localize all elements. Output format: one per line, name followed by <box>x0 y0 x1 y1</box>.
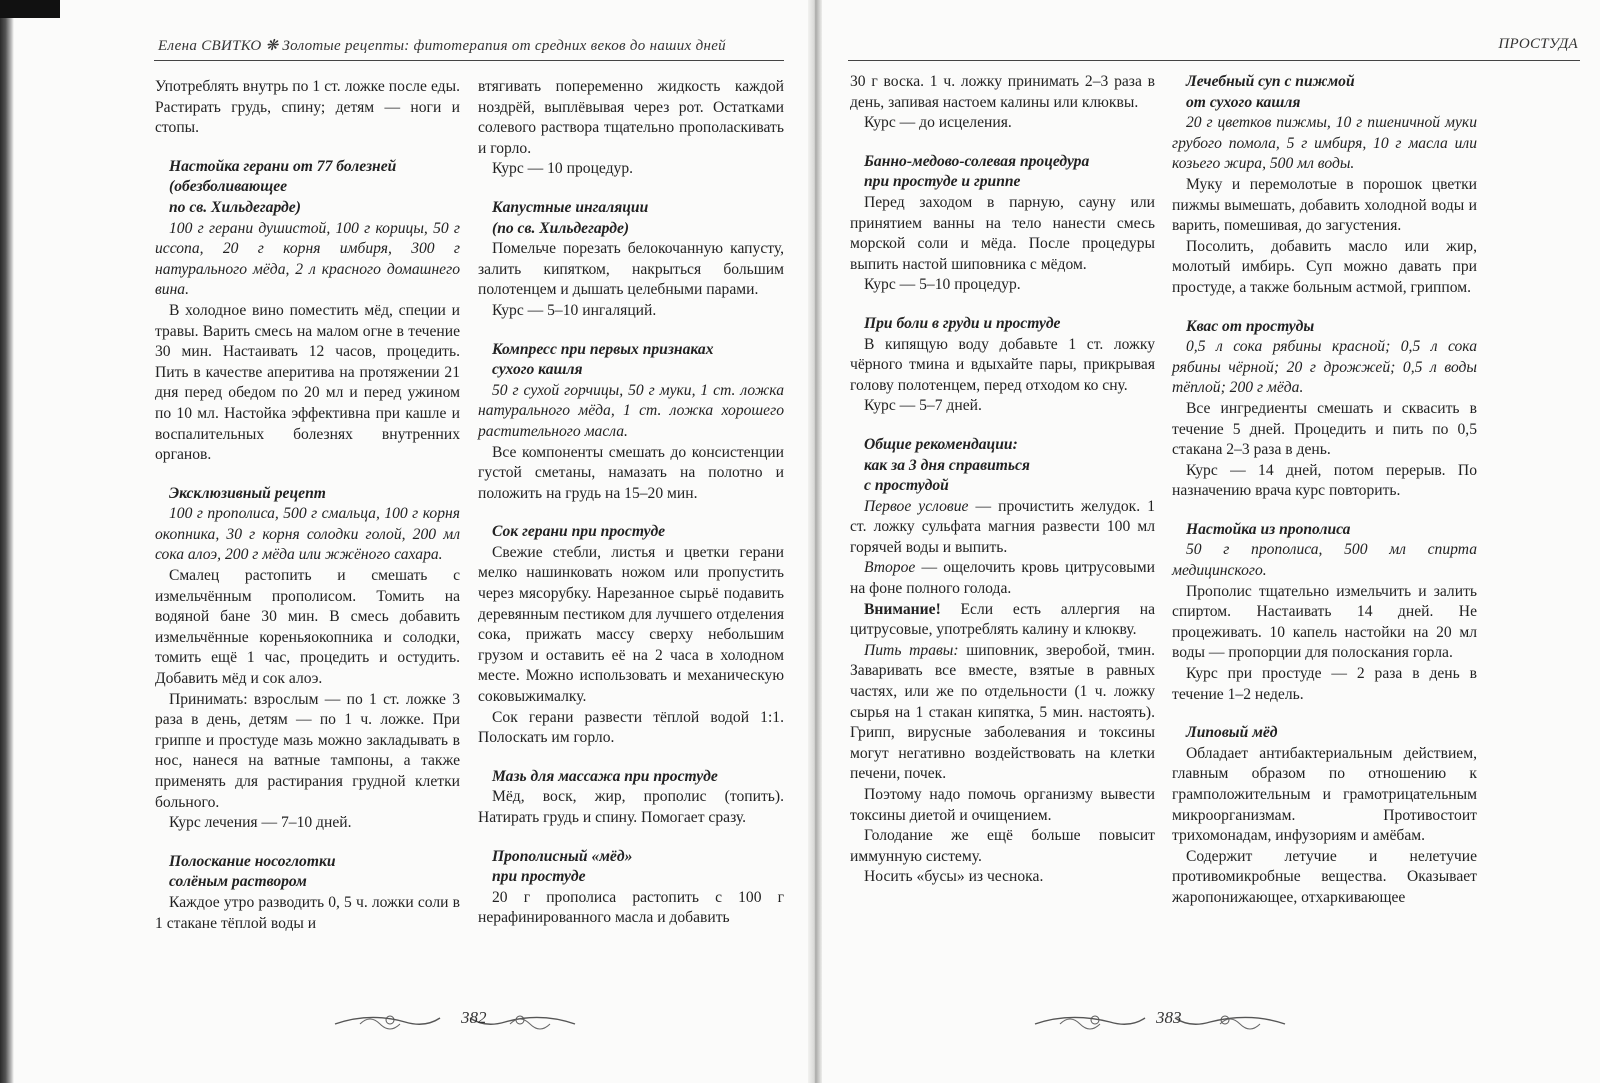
body-paragraph <box>1172 582 1477 664</box>
body-paragraph <box>478 708 784 749</box>
recipe-heading <box>492 522 784 543</box>
paragraph-text: Употреблять внутрь по 1 ст. ложке после еды. Растирать грудь, спину; детям — ноги и стопы. <box>155 78 460 137</box>
body-paragraph <box>850 641 1155 785</box>
paragraph-text: В холодное вино поместить мёд, специи и травы. Варить смесь на малом огне в течение 30 мин. Настаивать 12 часов, процедить. Пить в качестве аперитива на протяжении 21 дня перед обедом по 20 мл и перед ужином по 10 мл. Настойка эффективна при кашле и воспалительных болезнях внутренних органов. <box>155 301 460 464</box>
paragraph-text: Курс — 5–10 ингаляций. <box>492 301 657 319</box>
lead-term: Первое условие <box>864 497 969 515</box>
paragraph-text: 100 г прополиса, 500 г смальца, 100 г корня окопника, 30 г корня солодки голой, 200 мл сока алоэ, 200 г мёда или жжёного сахара. <box>155 505 460 564</box>
ingredients-list <box>478 381 784 443</box>
recipe-heading-line: Лечебный суп с пижмой <box>1186 73 1355 90</box>
paragraph-text: Носить «бусы» из чеснока. <box>864 868 1044 886</box>
recipe-heading-line: Сок герани при простуде <box>492 523 666 541</box>
body-paragraph <box>478 239 784 301</box>
paragraph-text: Курс — 5–10 процедур. <box>864 276 1021 294</box>
paragraph-text: Курс — до исцеления. <box>864 114 1012 132</box>
paragraph-text: Курс при простуде — 2 раза в день в течение 1–2 недель. <box>1172 665 1477 703</box>
body-paragraph <box>155 566 460 690</box>
paragraph-text: Курс — 5–7 дней. <box>864 397 982 415</box>
paragraph-text: Мёд, воск, жир, прополис (топить). Натирать грудь и спину. Помогает сразу. <box>478 788 784 826</box>
warning-label: Внимание! <box>864 600 941 618</box>
paragraph-text: Если есть аллергия на цитрусовые, употреблять калину и клюкву. <box>850 600 1155 639</box>
recipe-heading-line: (по св. Хильдегарде) <box>492 219 630 237</box>
paragraph-text: Голодание же ещё больше повысит иммунную систему. <box>850 827 1155 865</box>
recipe-heading-line: При боли в груди и простуде <box>864 314 1061 332</box>
body-paragraph <box>850 113 1155 134</box>
recipe-heading <box>492 198 784 239</box>
recipe-heading-line: Квас от простуды <box>1186 317 1315 335</box>
paragraph-text: Свежие стебли, листья и цветки герани мелко нашинковать ножом или пропустить через мясорубку. Нарезанное сырьё подавить деревянным пестиком для лучшего отделения сока, прижать массу сверху небольшим грузом и оставить её на 2 часа в холодном месте. Можно использовать и механическую соковыжималку. <box>478 543 784 706</box>
paragraph-text: Поэтому надо помочь организму вывести токсины диетой и очищением. <box>850 786 1155 824</box>
paragraph-text: Курс — 14 дней, потом перерыв. По назначению врача курс повторить. <box>1172 461 1477 500</box>
paragraph-text: 50 г сухой горчицы, 50 г муки, 1 ст. ложка натурального мёда, 1 ст. ложка хорошего растительного масла. <box>478 381 784 440</box>
paragraph-text: Перед заходом в парную, сауну или принятием ванны на тело нанести смесь морской соли и мёда. После процедуры выпить настой шиповника с мёдом. <box>850 193 1155 273</box>
recipe-heading <box>169 852 460 893</box>
recipe-heading <box>864 314 1155 335</box>
ingredients-list <box>155 219 460 301</box>
body-paragraph <box>1172 399 1477 461</box>
header-rule-right <box>848 60 1580 61</box>
recipe-heading-line: с простудой <box>864 477 949 495</box>
body-paragraph <box>850 193 1155 275</box>
paragraph-text: 20 г прополиса растопить с 100 г нерафинированного масла и добавить <box>478 888 784 927</box>
body-paragraph <box>478 77 784 159</box>
body-paragraph <box>850 275 1155 296</box>
body-paragraph <box>850 867 1155 888</box>
body-paragraph <box>478 159 784 180</box>
body-paragraph <box>478 443 784 505</box>
body-paragraph <box>478 301 784 322</box>
text-column-4 <box>1172 72 1477 909</box>
lead-term: Пить травы: <box>864 641 959 659</box>
paragraph-text: 30 г воска. 1 ч. ложку принимать 2–3 раза в день, запивая настоем калины или клюквы. <box>850 73 1155 111</box>
lead-term: Второе <box>864 559 916 577</box>
recipe-heading-line: как за 3 дня справиться <box>864 456 1030 474</box>
book-gutter <box>808 0 822 1083</box>
ingredients-list <box>1172 540 1477 581</box>
recipe-heading-line: при простуде и гриппе <box>864 173 1021 191</box>
recipe-heading-line: при простуде <box>492 868 586 886</box>
body-paragraph <box>1172 744 1477 847</box>
body-paragraph <box>155 813 460 834</box>
recipe-heading <box>169 157 460 219</box>
recipe-heading <box>492 847 784 888</box>
body-paragraph <box>1172 664 1477 705</box>
body-paragraph <box>850 600 1155 641</box>
body-paragraph <box>478 787 784 828</box>
paragraph-text: Принимать: взрослым — по 1 ст. ложке 3 раза в день, детям — по 1 ч. ложке. При гриппе и простуде мазь можно закладывать в нос, нанеся на ватные тампоны, а также применять для растирания грудной клетки больного. <box>155 690 460 811</box>
recipe-heading-line: Настойка из прополиса <box>1186 520 1351 538</box>
recipe-heading-line: по св. Хильдегарде) <box>169 198 301 216</box>
paragraph-text: Каждое утро разводить 0, 5 ч. ложки соли в 1 стакане тёплой воды и <box>155 893 460 932</box>
ingredients-list <box>155 504 460 566</box>
recipe-heading <box>1186 520 1477 541</box>
body-paragraph <box>1172 175 1477 237</box>
paragraph-text: втягивать попеременно жидкость каждой ноздрёй, выплёвывая через рот. Остатками солевого раствора тщательно прополаскивать и горло. <box>478 78 784 157</box>
page-number-left: 382 <box>461 1008 487 1027</box>
recipe-heading <box>492 340 784 381</box>
paragraph-text: Все компоненты смешать до консистенции густой сметаны, намазать на полотно и положить на грудь на 15–20 мин. <box>478 443 784 502</box>
running-header-right: ПРОСТУДА <box>1498 36 1578 52</box>
body-paragraph <box>1172 847 1477 909</box>
recipe-heading-line: (обезболивающее <box>169 178 288 196</box>
body-paragraph <box>850 785 1155 826</box>
recipe-heading-line: Общие рекомендации: <box>864 435 1018 453</box>
header-rule-left <box>154 60 784 61</box>
recipe-heading-line: Компресс при первых признаках <box>492 340 714 358</box>
paragraph-text: Сок герани развести тёплой водой 1:1. Полоскать им горло. <box>478 708 784 747</box>
recipe-heading <box>1186 317 1477 338</box>
recipe-heading-line: Прополисный «мёд» <box>492 847 633 865</box>
recipe-heading-line: Полоскание носоглотки <box>169 852 336 870</box>
recipe-heading-line: Липовый мёд <box>1186 724 1278 742</box>
recipe-heading-line: Настойка герани от 77 болезней <box>169 157 397 175</box>
paragraph-text: 20 г цветков пижмы, 10 г пшеничной муки грубого помола, 5 г имбиря, 10 г масла или козьего жира, 500 мл воды. <box>1172 114 1477 173</box>
paragraph-text: Курс лечения — 7–10 дней. <box>169 814 352 832</box>
paragraph-text: Посолить, добавить масло или жир, молотый имбирь. Суп можно давать при простуде, а также больным астмой, гриппом. <box>1172 237 1477 296</box>
page-edge-shadow <box>0 0 14 1083</box>
body-paragraph <box>1172 461 1477 502</box>
body-paragraph <box>850 558 1155 599</box>
recipe-heading <box>864 435 1155 497</box>
body-paragraph <box>155 301 460 466</box>
body-paragraph <box>850 72 1155 113</box>
paragraph-text: шиповник, зверобой, тмин. Заваривать все вместе, взятые в равных частях, или же по отдельности (1 ч. ложку сырья на 1 стакан кипятка, 5 мин. настоять). Грипп, вирусные заболевания и токсины могут негативно воздействовать на клетки печени, почек. <box>850 641 1155 783</box>
recipe-heading-line: Банно-медово-солевая процедура <box>864 152 1090 170</box>
ingredients-list <box>1172 113 1477 175</box>
paragraph-text: — прочистить желудок. 1 ст. ложку сульфата магния развести 100 мл горячей воды и выпить. <box>850 497 1155 556</box>
body-paragraph <box>850 335 1155 397</box>
paragraph-text: — ощелочить кровь цитрусовыми на фоне полного голода. <box>850 559 1155 598</box>
paragraph-text: Содержит летучие и нелетучие противомикробные вещества. Оказывает жаропонижающее, отхаркивающее <box>1172 847 1477 906</box>
paragraph-text: Прополис тщательно измельчить и залить спиртом. Настаивать 14 дней. Не процеживать. 10 капель настойки на 20 мл воды — пропорции для полоскания горла. <box>1172 582 1477 662</box>
text-column-1 <box>155 77 460 934</box>
body-paragraph <box>850 826 1155 867</box>
paragraph-text: 100 г герани душистой, 100 г корицы, 50 г иссопа, 20 г корня имбиря, 300 г натурального мёда, 2 л красного домашнего вина. <box>155 219 460 299</box>
recipe-heading-line: сухого кашля <box>492 361 583 379</box>
recipe-heading-line: солёным раствором <box>169 873 307 891</box>
body-paragraph <box>478 888 784 929</box>
page-ornament-left <box>330 1008 580 1032</box>
paragraph-text: Обладает антибактериальным действием, главным образом по отношению к грамположительным и грамотрицательным микроорганизмам. Противостоит трихомонадам, инфузориям и амёбам. <box>1172 744 1477 845</box>
recipe-heading <box>1186 72 1477 113</box>
body-paragraph <box>155 77 460 139</box>
paragraph-text: Помельче порезать белокочанную капусту, залить кипятком, накрыться большим полотенцем и дышать целебными парами. <box>478 240 784 299</box>
ingredients-list <box>1172 337 1477 399</box>
recipe-heading <box>492 767 784 788</box>
paragraph-text: Все ингредиенты смешать и сквасить в течение 5 дней. Процедить и пить по 0,5 стакана 2–3 раза в день. <box>1172 399 1477 459</box>
paragraph-text: В кипящую воду добавьте 1 ст. ложку чёрного тмина и вдыхайте пары, прикрывая голову полотенцем, перед отходом ко сну. <box>850 335 1155 394</box>
paragraph-text: Муку и перемолотые в порошок цветки пижмы вымешать, добавить холодной воды и варить, помешивая, до загустения. <box>1172 175 1477 235</box>
paragraph-text: 50 г прополиса, 500 мл спирта медицинского. <box>1172 541 1477 580</box>
running-header-left: Елена СВИТКО ❋ Золотые рецепты: фитотерапия от средних веков до наших дней <box>158 38 726 54</box>
body-paragraph <box>155 690 460 814</box>
paragraph-text: 0,5 л сока рябины красной; 0,5 л сока рябины чёрной; 20 г дрожжей; 0,5 л воды тёплой; 200 г мёда. <box>1172 338 1477 397</box>
recipe-heading-line: Мазь для массажа при простуде <box>492 767 718 785</box>
recipe-heading-line: Капустные ингаляции <box>492 198 649 216</box>
text-column-2 <box>478 77 784 929</box>
body-paragraph <box>1172 237 1477 299</box>
body-paragraph <box>478 543 784 708</box>
body-paragraph <box>850 497 1155 559</box>
text-column-3 <box>850 72 1155 888</box>
recipe-heading-line: от сухого кашля <box>1186 93 1301 111</box>
recipe-heading <box>1186 723 1477 744</box>
scan-corner-mark <box>0 0 60 18</box>
body-paragraph <box>850 396 1155 417</box>
page-number-right: 383 <box>1156 1008 1182 1027</box>
recipe-heading <box>864 152 1155 193</box>
paragraph-text: Курс — 10 процедур. <box>492 160 634 178</box>
recipe-heading <box>169 484 460 505</box>
recipe-heading-line: Эксклюзивный рецепт <box>169 484 326 502</box>
body-paragraph <box>155 893 460 934</box>
paragraph-text: Смалец растопить и смешать с измельчённым прополисом. Томить на водяной бане 30 мин. В смесь добавить измельчённые кореньяокопника и солодки, томить ещё 1 час, процедить и остудить. Добавить мёд и сок алоэ. <box>155 567 460 688</box>
